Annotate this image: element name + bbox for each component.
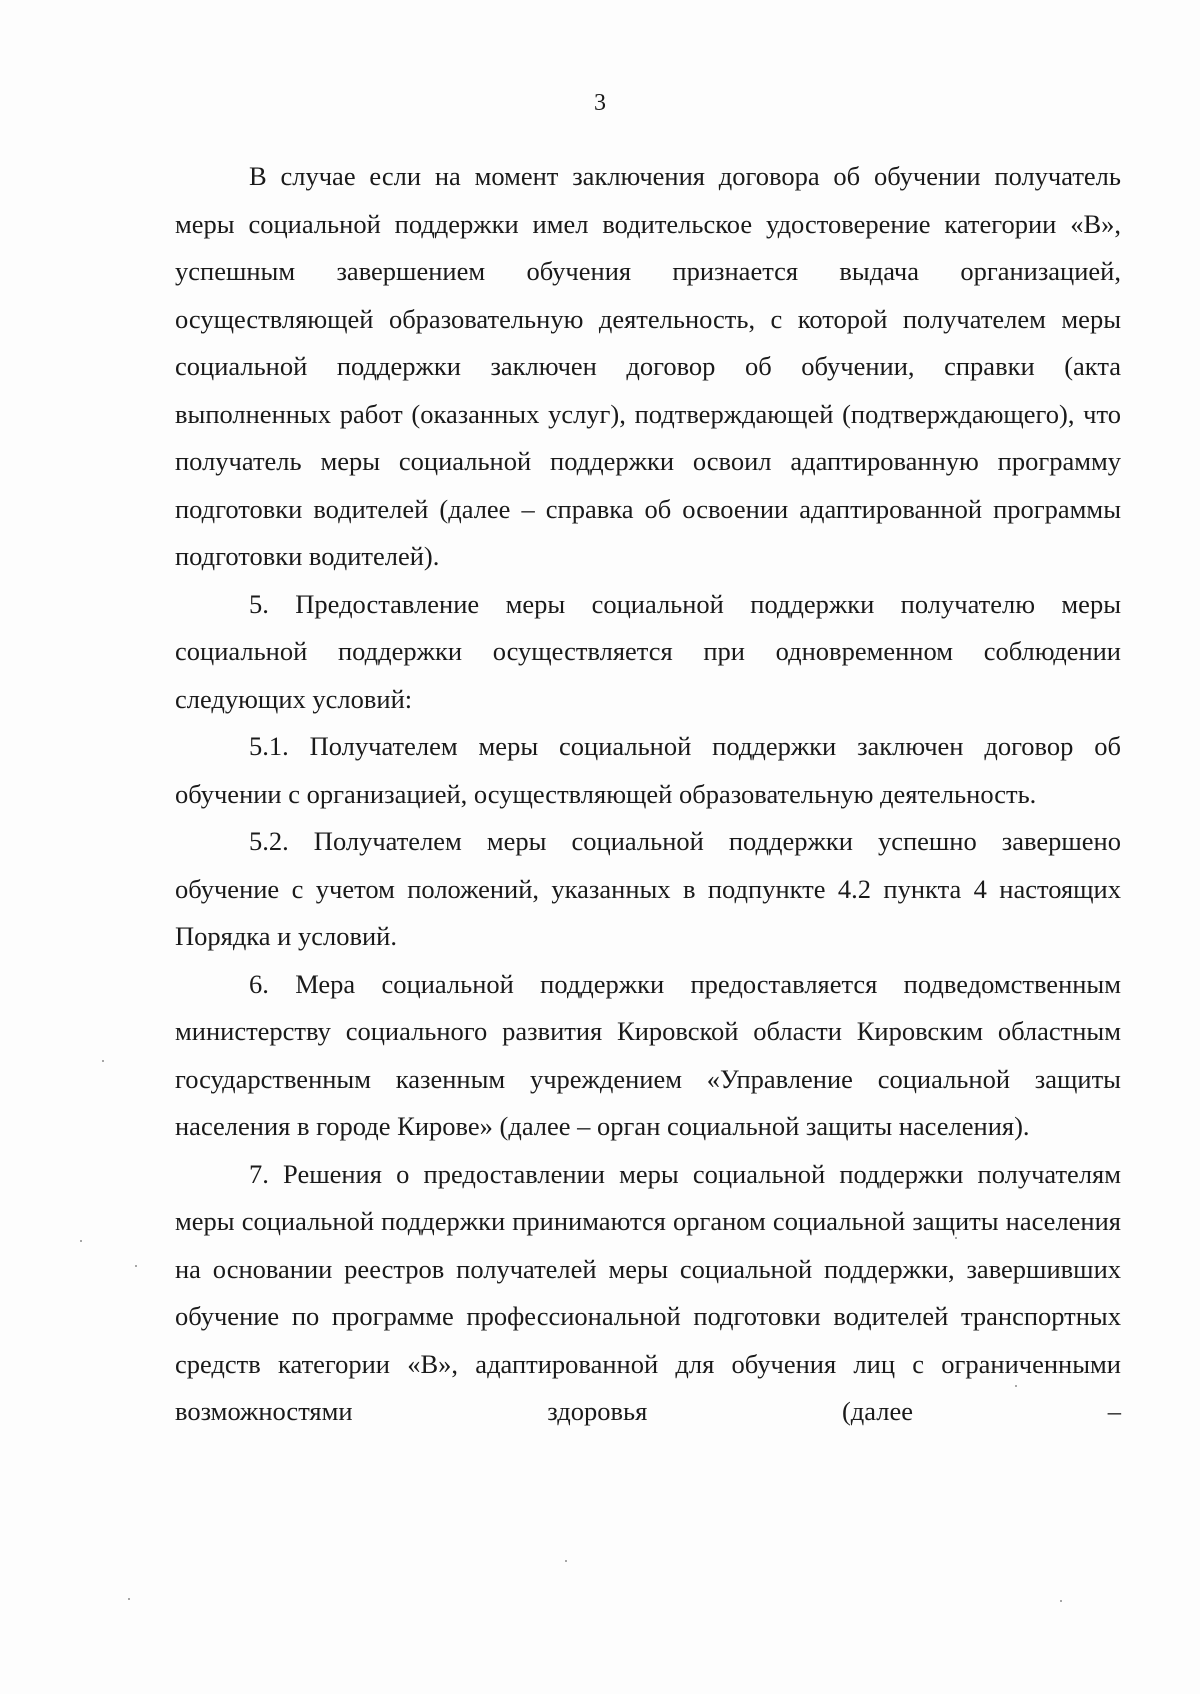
paragraph-6-responsible-body: 6. Мера социальной поддержки предоставляется подведомственным министерству социального развития Кировской области Кировским областным государственным казенным учреждением «Управление социальной защиты населения в городе Кирове» (далее – орган социальной защиты населения). bbox=[175, 968, 1121, 1141]
paragraph-5-2-training-completed: 5.2. Получателем меры социальной поддержки успешно завершено обучение с учетом положений, указанных в подпункте 4.2 пункта 4 настоящих Порядка и условий. bbox=[175, 826, 1121, 951]
paragraph-7-decisions: 7. Решения о предоставлении меры социальной поддержки получателям меры социальной поддержки принимаются органом социальной защиты населения на основании реестров получателей меры социальной поддержки, завершивших обучение по программе профессиональной подготовки водителей транспортных средств категории «В», адаптированной для обучения лиц с ограниченными возможностями здоровья (далее – bbox=[175, 1158, 1121, 1426]
scan-speck bbox=[565, 1560, 567, 1562]
document-body bbox=[175, 153, 1121, 1436]
scan-speck bbox=[955, 1237, 957, 1239]
scan-speck bbox=[1015, 1385, 1017, 1387]
scan-speck bbox=[1060, 1600, 1062, 1602]
scan-speck bbox=[135, 1265, 137, 1267]
paragraph-driver-license-condition: В случае если на момент заключения договора об обучении получатель меры социальной поддержки имел водительское удостоверение категории «В», успешным завершением обучения признается выдача организацией, осуществляющей образовательную деятельность, с которой получателем меры социальной поддержки заключен договор об обучении, справки (акта выполненных работ (оказанных услуг), подтверждающей (подтверждающего), что получатель меры социальной поддержки освоил адаптированную программу подготовки водителей (далее – справка об освоении адаптированной программы подготовки водителей). bbox=[175, 161, 1121, 571]
scan-speck bbox=[80, 1240, 82, 1242]
scan-speck bbox=[128, 1598, 130, 1600]
scan-speck bbox=[102, 1060, 104, 1062]
page-number: 3 bbox=[594, 90, 606, 116]
paragraph-5-1-contract: 5.1. Получателем меры социальной поддержки заключен договор об обучении с организацией, осуществляющей образовательную деятельность. bbox=[175, 731, 1121, 809]
paragraph-5-conditions: 5. Предоставление меры социальной поддержки получателю меры социальной поддержки осуществляется при одновременном соблюдении следующих условий: bbox=[175, 588, 1121, 714]
